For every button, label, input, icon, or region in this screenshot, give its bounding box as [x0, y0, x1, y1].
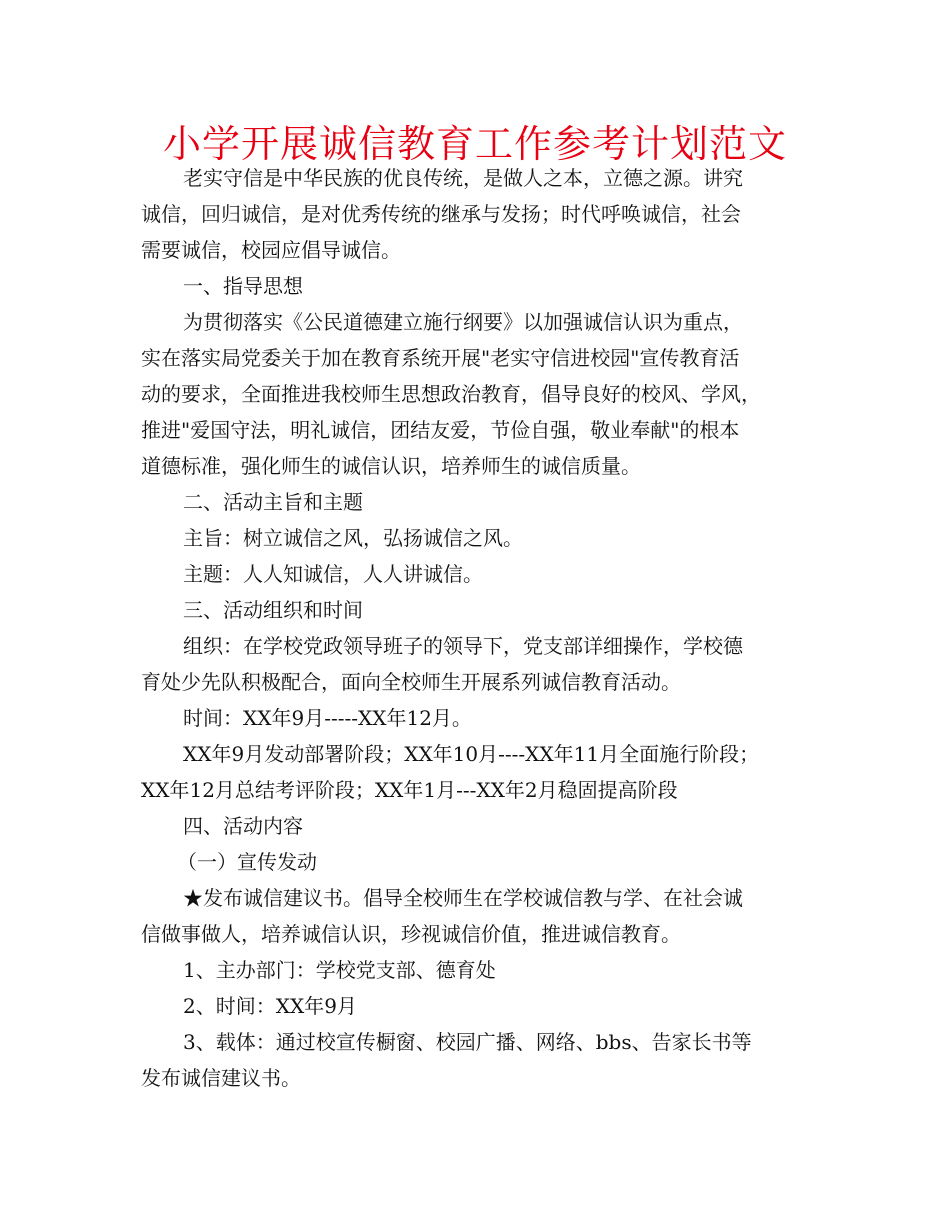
text-line: ★发布诚信建议书。倡导全校师生在学校诚信教与学、在社会诚: [183, 886, 743, 910]
text-line: 老实守信是中华民族的优良传统，是做人之本，立德之源。讲究: [183, 166, 743, 190]
text-line: （一）宣传发动: [177, 850, 317, 874]
text-line: 动的要求，全面推进我校师生思想政治教育，倡导良好的校风、学风，: [141, 382, 761, 406]
text-line: 3、载体：通过校宣传橱窗、校园广播、网络、bbs、告家长书等: [183, 1030, 752, 1054]
text-line: 时间：XX年9月-----XX年12月。: [183, 706, 472, 730]
text-line: 主旨：树立诚信之风，弘扬诚信之风。: [183, 526, 523, 550]
document-body: [141, 160, 831, 1096]
text-line: 推进"爱国守法，明礼诚信，团结友爱，节俭自强，敬业奉献"的根本: [141, 418, 740, 442]
text-line: 需要诚信，校园应倡导诚信。: [141, 238, 401, 262]
text-line: 实在落实局党委关于加在教育系统开展"老实守信进校园"宣传教育活: [141, 346, 740, 370]
text-line: XX年9月发动部署阶段；XX年10月----XX年11月全面施行阶段；: [183, 742, 760, 766]
text-line: XX年12月总结考评阶段；XX年1月---XX年2月稳固提高阶段: [141, 778, 678, 802]
text-line: 三、活动组织和时间: [183, 598, 363, 622]
text-line: 组织：在学校党政领导班子的领导下，党支部详细操作，学校德: [183, 634, 743, 658]
text-line: 主题：人人知诚信，人人讲诚信。: [183, 562, 483, 586]
document-title: 小学开展诚信教育工作参考计划范文: [162, 122, 787, 166]
text-line: 育处少先队积极配合，面向全校师生开展系列诚信教育活动。: [141, 670, 681, 694]
text-line: 发布诚信建议书。: [141, 1066, 301, 1090]
text-line: 一、指导思想: [183, 274, 303, 298]
text-line: 2、时间：XX年9月: [183, 994, 357, 1018]
text-line: 1、主办部门：学校党支部、德育处: [183, 958, 496, 982]
text-line: 四、活动内容: [183, 814, 303, 838]
text-line: 道德标准，强化师生的诚信认识，培养师生的诚信质量。: [141, 454, 641, 478]
text-line: 二、活动主旨和主题: [183, 490, 363, 514]
text-line: 信做事做人，培养诚信认识，珍视诚信价值，推进诚信教育。: [141, 922, 681, 946]
text-line: 诚信，回归诚信，是对优秀传统的继承与发扬；时代呼唤诚信，社会: [141, 202, 741, 226]
text-line: 为贯彻落实《公民道德建立施行纲要》以加强诚信认识为重点，: [183, 310, 743, 334]
